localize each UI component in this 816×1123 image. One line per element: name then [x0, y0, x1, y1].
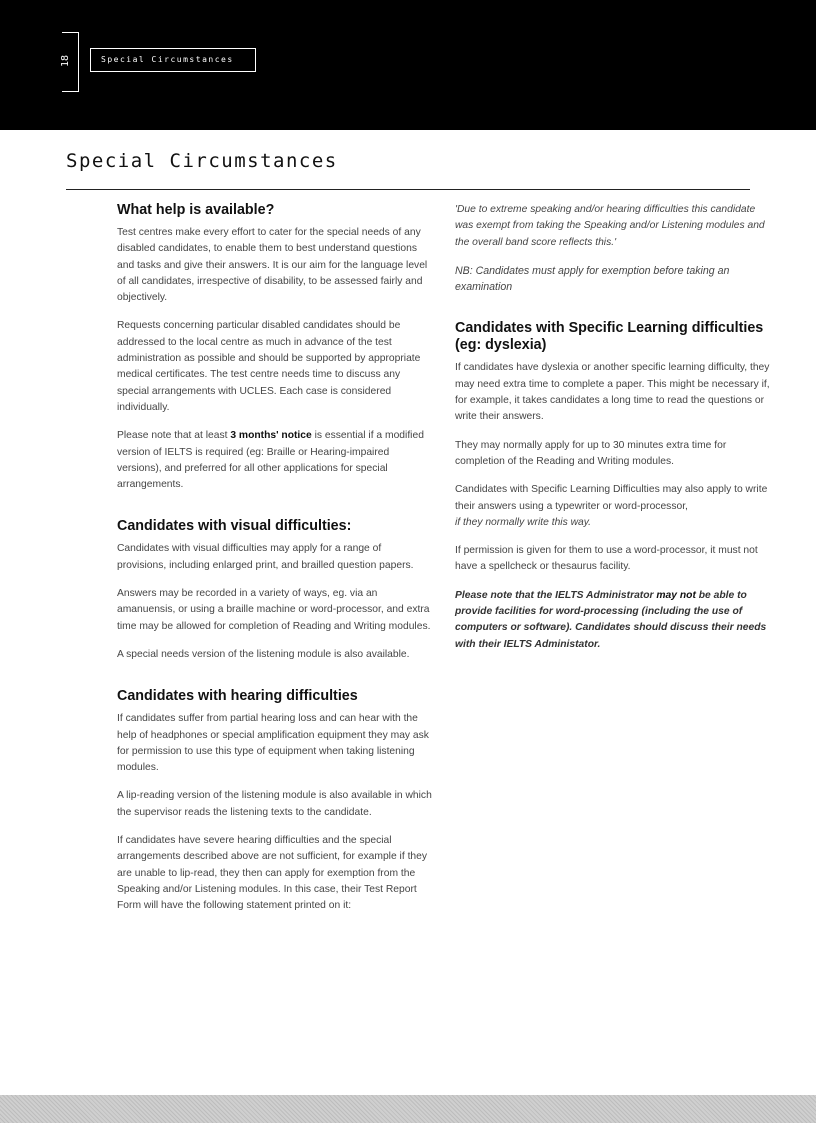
sld-heading: Candidates with Specific Learning difficulties (eg: dyslexia) [455, 320, 764, 354]
hearing-paragraph-1: If candidates suffer from partial hearing loss and can hear with the help of headphones or special amplification equipment they may ask for permission to use this type of equipment when taking listening modules. [117, 713, 429, 774]
help-p3-text-after: is essential if a modified version of IELTS is required (eg: Braille or Hearing-impaired versions), and preferred for all other applications for special arrangements. [117, 430, 424, 491]
page-title: Special Circumstances [66, 150, 338, 172]
title-divider [66, 189, 750, 190]
help-paragraph-3 [117, 428, 433, 493]
visual-paragraph-2: Answers may be recorded in a variety of ways, eg. via an amanuensis, or using a braille machine or word-processor, and extra time may be allowed for completion of Reading and Writing modules. [117, 588, 431, 632]
notice-period: 3 months' notice [230, 430, 312, 442]
hearing-heading: Candidates with hearing difficulties [117, 688, 358, 705]
sld-p3-text: Candidates with Specific Learning Difficulties may also apply to write their answers using a typewriter or word-processor, [455, 484, 768, 512]
hearing-paragraph-2: A lip-reading version of the listening module is also available in which the supervisor reads the listening texts to the candidate. [117, 790, 432, 818]
sld-paragraph-1: If candidates have dyslexia or another specific learning difficulty, they may need extra time to complete a paper. This might be necessary if, for example, it takes candidates a long time to read the questions or write their answers. [455, 362, 770, 423]
visual-paragraph-3: A special needs version of the listening module is also available. [117, 648, 410, 660]
sld-paragraph-2: They may normally apply for up to 30 minutes extra time for completion of the Reading and Writing modules. [455, 439, 727, 467]
visual-paragraph-1: Candidates with visual difficulties may apply for a range of provisions, including enlarged print, and brailled question papers. [117, 543, 414, 571]
page-number: 18 [60, 54, 71, 68]
note-may-not: may not [656, 589, 696, 601]
help-heading: What help is available? [117, 202, 275, 218]
help-paragraph-1: Test centres make every effort to cater for the special needs of any disabled candidates, to enable them to best understand questions and tasks and give their answers. It is our aim for the language level of all candidates, irrespective of disability, to be assessed fairly and objectively. [117, 227, 428, 304]
note-text-after: be able to provide facilities for word-processing (including the use of computers or software). Candidates should discuss their needs with their IELTS Administator. [455, 589, 767, 650]
note-text-before: Please note that the IELTS Administrator [455, 589, 657, 601]
section-tab: Special Circumstances [90, 48, 256, 72]
footer-pattern-bar [0, 1095, 816, 1123]
sld-paragraph-4: If permission is given for them to use a word-processor, it must not have a spellcheck or thesaurus facility. [455, 545, 758, 573]
exemption-note: NB: Candidates must apply for exemption before taking an examination [455, 264, 730, 294]
sld-paragraph-3 [455, 482, 770, 531]
help-p3-text-before: Please note that at least [117, 430, 231, 442]
help-paragraph-2: Requests concerning particular disabled candidates should be addressed to the local centre as much in advance of the test administration as possible and should be supported by appropriate medical certificates. The test centre needs time to discuss any special arrangements with UCLES. Each case is considered individually. [117, 320, 421, 413]
visual-heading: Candidates with visual difficulties: [117, 518, 352, 535]
administrator-note [455, 588, 770, 653]
sld-p3-italic: if they normally write this way. [455, 516, 591, 528]
header-bar [0, 0, 816, 130]
left-column [117, 202, 433, 927]
hearing-paragraph-3: If candidates have severe hearing difficulties and the special arrangements described above are not sufficient, for example if they are unable to lip-read, they then can apply for exemption from the Speaking and/or Listening modules. In this case, their Test Report Form will have the following statement printed on it: [117, 835, 428, 912]
right-column [455, 202, 770, 665]
exemption-statement: 'Due to extreme speaking and/or hearing difficulties this candidate was exempt from taking the Speaking and/or Listening modules and the overall band score reflects this.' [455, 204, 765, 248]
